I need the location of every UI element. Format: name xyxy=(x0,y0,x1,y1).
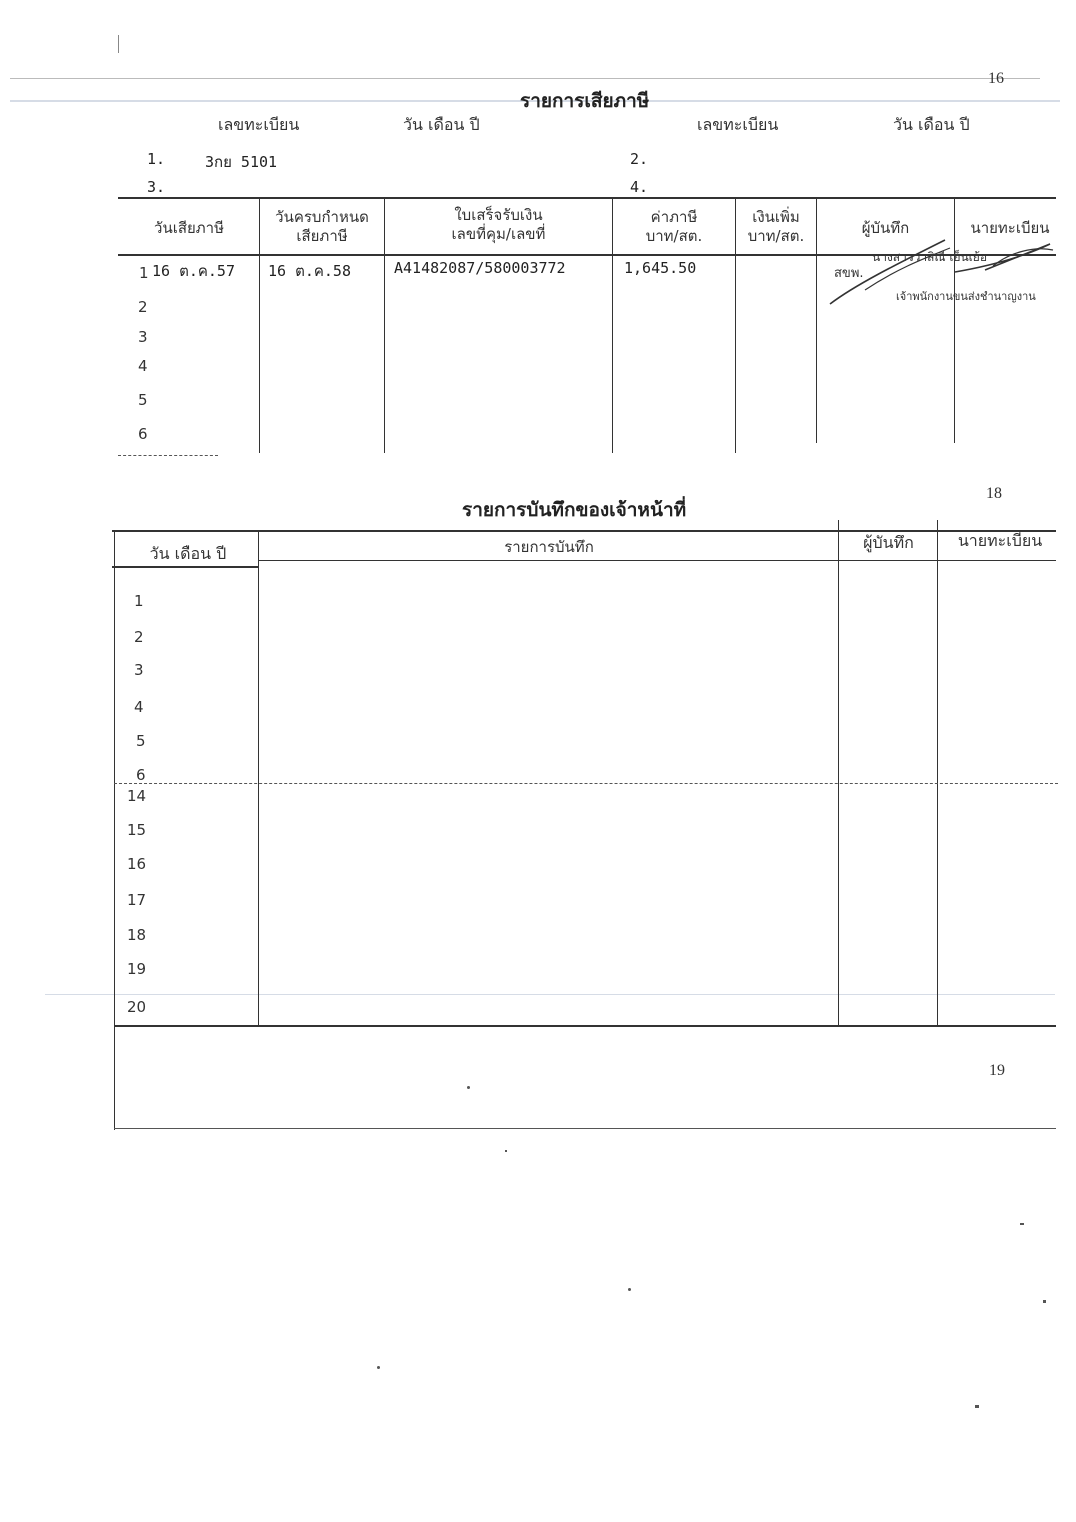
tax-amount-value: 1,645.50 xyxy=(624,259,697,277)
col-header-recorder: ผู้บันทึก xyxy=(861,219,910,237)
col-header-receipt: ใบเสร็จรับเงิน เลขที่คุม/เลขที่ xyxy=(451,206,546,243)
officer-row-number: 4 xyxy=(134,698,144,716)
officer-col-divider xyxy=(258,530,259,1026)
officer-section-title: รายการบันทึกของเจ้าหน้าที่ xyxy=(462,499,687,521)
date-header-right: วัน เดือน ปี xyxy=(893,115,970,134)
tax-row-number: 1 xyxy=(139,264,149,282)
tax-row-number: 2 xyxy=(138,298,148,316)
officer-col-divider xyxy=(937,520,938,1026)
scan-speck xyxy=(467,1086,470,1089)
scan-artifact-line xyxy=(45,994,1055,995)
date-header-left: วัน เดือน ปี xyxy=(403,115,480,134)
officer-left-border xyxy=(114,530,115,1130)
footer-box-bottom xyxy=(114,1128,1056,1129)
officer-row-number: 1 xyxy=(134,592,144,610)
tax-row-number: 4 xyxy=(138,357,148,375)
officer-row-number: 17 xyxy=(127,891,147,909)
officer-row-number: 15 xyxy=(127,821,147,839)
recorder-value: สขพ. xyxy=(834,266,864,281)
reg-entry-num: 4. xyxy=(630,178,649,196)
officer-row-number: 18 xyxy=(127,926,147,944)
top-rule xyxy=(10,78,1040,79)
officer-row-number: 20 xyxy=(127,998,147,1016)
tax-section-title: รายการเสียภาษี xyxy=(520,90,650,112)
reg-entry-num: 1. xyxy=(147,150,166,168)
due-date-value: 16 ต.ค.58 xyxy=(268,262,351,280)
officer-row-number: 16 xyxy=(127,855,147,873)
officer-row-number: 2 xyxy=(134,628,144,646)
scan-speck xyxy=(118,35,119,53)
reg-entry-num: 2. xyxy=(630,150,649,168)
col-header-recorder: ผู้บันทึก xyxy=(863,533,914,552)
reg-entry-value: 3กย 5101 xyxy=(205,153,278,171)
col-header-surcharge: เงินเพิ่ม บาท/สต. xyxy=(747,208,805,245)
scan-speck xyxy=(628,1288,631,1291)
reg-entry-num: 3. xyxy=(147,178,166,196)
reg-header-right: เลขทะเบียน xyxy=(697,115,779,134)
tax-table-bottom-edge xyxy=(118,455,218,456)
scan-speck xyxy=(505,1150,507,1152)
pay-date-value: 16 ต.ค.57 xyxy=(152,262,235,280)
officer-table-bottom-border xyxy=(114,1025,1056,1027)
page-break-line xyxy=(114,783,1058,784)
page-number-16: 16 xyxy=(988,70,1004,87)
scan-speck xyxy=(1043,1300,1046,1303)
officer-table-top-border xyxy=(112,530,1056,532)
scan-speck xyxy=(377,1366,380,1369)
tax-row-number: 6 xyxy=(138,425,148,443)
reg-header-left: เลขทะเบียน xyxy=(218,115,300,134)
col-header-pay-date: วันเสียภาษี xyxy=(154,219,224,237)
receipt-value: A41482087/580003772 xyxy=(394,259,566,277)
scan-speck xyxy=(1020,1223,1024,1225)
col-header-record: รายการบันทึก xyxy=(504,538,594,556)
page-number-19: 19 xyxy=(989,1062,1005,1079)
officer-row-number: 6 xyxy=(136,766,146,784)
col-header-tax: ค่าภาษี บาท/สต. xyxy=(645,208,703,245)
col-header-registrar: นายทะเบียน xyxy=(957,531,1043,550)
col-header-registrar: นายทะเบียน xyxy=(970,219,1050,237)
col-header-date: วัน เดือน ปี xyxy=(149,544,227,563)
officer-table-header-border xyxy=(112,566,258,568)
page-number-18: 18 xyxy=(986,485,1002,502)
officer-col-divider xyxy=(838,520,839,1026)
col-header-due-date: วันครบกำหนด เสียภาษี xyxy=(275,208,369,245)
scan-speck xyxy=(975,1405,979,1408)
officer-row-number: 5 xyxy=(136,732,146,750)
officer-row-number: 19 xyxy=(127,960,147,978)
tax-row-number: 5 xyxy=(138,391,148,409)
official-stamp-name: นางสาววาสิณี เย็นเย้อ xyxy=(872,250,988,264)
officer-row-number: 14 xyxy=(127,787,147,805)
tax-row-number: 3 xyxy=(138,328,148,346)
officer-row-number: 3 xyxy=(134,661,144,679)
signature-scribble xyxy=(825,230,1065,310)
official-stamp-title: เจ้าพนักงานขนส่งชำนาญงาน xyxy=(896,290,1036,303)
